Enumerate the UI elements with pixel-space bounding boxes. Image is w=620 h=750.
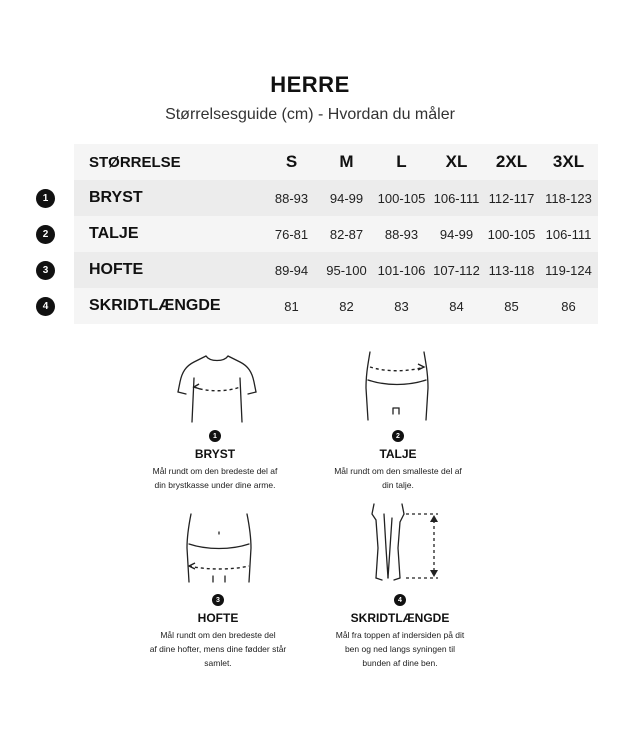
table-cell: 85 (504, 298, 519, 314)
table-cell: 94-99 (329, 190, 364, 206)
guide-description-line: Mål rundt om den bredeste del af (152, 466, 278, 476)
table-cell: 88-93 (274, 190, 309, 206)
row-label: SKRIDTLÆNGDE (89, 297, 221, 314)
chest-measure-icon (172, 348, 262, 424)
row-number-badge: 2 (36, 225, 55, 244)
table-row (74, 216, 598, 252)
inseam-measure-icon (358, 500, 448, 584)
guide-hofte (128, 594, 308, 670)
guide-talje (312, 430, 484, 492)
row-label: HOFTE (89, 261, 144, 278)
row-number-badge: 3 (36, 261, 55, 280)
table-cell: 94-99 (439, 226, 474, 242)
table-cell: 101-106 (377, 262, 426, 278)
guide-number-badge: 4 (394, 594, 406, 606)
row-number-badge: 4 (36, 297, 55, 316)
guide-description (308, 628, 492, 670)
table-cell: 89-94 (274, 262, 309, 278)
guide-description-line: Mål rundt om den smalleste del af (334, 466, 462, 476)
size-header: M (339, 152, 354, 171)
guide-description (130, 464, 300, 492)
guide-description (312, 464, 484, 492)
table-cell: 107-112 (433, 262, 480, 278)
table-cell: 86 (561, 298, 576, 314)
row-label: TALJE (89, 225, 139, 242)
guide-title: SKRIDTLÆNGDE (350, 611, 450, 625)
guide-description-line: samlet. (204, 658, 232, 668)
waist-measure-icon (352, 348, 442, 424)
header-label: STØRRELSE (89, 153, 181, 171)
guide-description-line: Mål rundt om den bredeste del (160, 630, 276, 640)
table-cell: 112-117 (488, 190, 535, 206)
guide-title: TALJE (379, 447, 417, 461)
table-cell: 113-118 (488, 262, 535, 278)
guide-description-line: din talje. (382, 480, 414, 490)
guide-description-line: ben og ned langs syningen til (344, 644, 456, 654)
table-cell: 82-87 (329, 226, 364, 242)
size-header: 2XL (495, 152, 528, 171)
guide-number-badge: 2 (392, 430, 404, 442)
size-header: 3XL (552, 152, 585, 171)
row-number-badge: 1 (36, 189, 55, 208)
guide-number-badge: 3 (212, 594, 224, 606)
size-table-header (74, 144, 598, 180)
table-row (74, 252, 598, 288)
table-cell: 106-111 (433, 190, 480, 206)
table-row (74, 180, 598, 216)
hip-measure-icon (175, 510, 265, 586)
table-cell: 119-124 (545, 262, 592, 278)
size-header: XL (445, 152, 468, 171)
guide-title: HOFTE (197, 611, 239, 625)
guide-skridtlaengde (308, 594, 492, 670)
guide-title: BRYST (194, 447, 236, 461)
guide-description-line: din brystkasse under dine arme. (154, 480, 276, 490)
size-header: L (396, 152, 407, 171)
table-cell: 81 (284, 298, 299, 314)
size-header: S (285, 152, 298, 171)
guide-description-line: bunden af dine ben. (362, 658, 438, 668)
table-cell: 82 (339, 298, 354, 314)
table-cell: 106-111 (545, 226, 592, 242)
guide-description-line: Mål fra toppen af indersiden på dit (335, 630, 465, 640)
table-cell: 118-123 (545, 190, 592, 206)
page-title: HERRE (270, 72, 350, 97)
row-label: BRYST (89, 189, 143, 206)
page-subtitle: Størrelsesguide (cm) - Hvordan du måler (165, 106, 455, 123)
table-cell: 100-105 (377, 190, 426, 206)
size-table (74, 144, 598, 324)
table-cell: 83 (394, 298, 409, 314)
table-cell: 95-100 (326, 262, 367, 278)
guide-description-line: af dine hofter, mens dine fødder står (149, 644, 287, 654)
guide-description (128, 628, 308, 670)
table-cell: 76-81 (274, 226, 309, 242)
table-cell: 84 (449, 298, 464, 314)
guide-number-badge: 1 (209, 430, 221, 442)
table-cell: 100-105 (487, 226, 536, 242)
table-row (74, 288, 598, 324)
table-cell: 88-93 (384, 226, 419, 242)
guide-bryst (130, 430, 300, 492)
